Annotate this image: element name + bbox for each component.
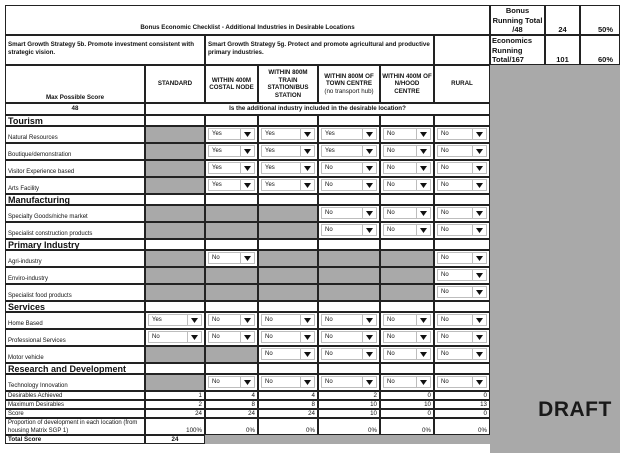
dropdown-arrow-icon[interactable] (300, 180, 314, 190)
yes-no-dropdown[interactable] (321, 376, 377, 388)
yes-no-dropdown[interactable] (208, 376, 255, 388)
dropdown-value: No (265, 317, 273, 323)
dropdown-value: Yes (265, 131, 275, 137)
disabled-cell (145, 374, 205, 391)
row-label: Motor vehicle (5, 346, 145, 363)
column-header-label: WITHIN 400M OF N/HOOD CENTRE (382, 72, 432, 95)
disabled-cell (318, 284, 380, 301)
yes-no-dropdown[interactable] (261, 331, 315, 343)
section-spacer-cell (434, 301, 490, 312)
row-label: Visitor Experience based (5, 160, 145, 177)
dropdown-value: Yes (212, 165, 222, 171)
disabled-cell (205, 222, 258, 239)
yes-no-dropdown[interactable] (383, 162, 431, 174)
row-label: Home Based (5, 312, 145, 329)
summary-value: 0 (380, 409, 434, 418)
dropdown-value: No (441, 289, 449, 295)
summary-value: 0% (258, 418, 318, 435)
bonus-pct: 50% (580, 5, 620, 35)
row-label: Natural Resources (5, 126, 145, 143)
dropdown-arrow-icon[interactable] (472, 146, 486, 156)
strategy-left: Smart Growth Strategy 5b. Promote investment consistent with strategic vision. (5, 35, 205, 65)
dropdown-value: No (212, 334, 220, 340)
section-spacer-cell (434, 115, 490, 126)
dropdown-arrow-icon[interactable] (362, 129, 376, 139)
section-spacer-cell (145, 239, 205, 250)
section-spacer-cell (258, 301, 318, 312)
dropdown-arrow-icon[interactable] (472, 315, 486, 325)
section-spacer-cell (380, 363, 434, 374)
dropdown-value: No (265, 334, 273, 340)
dropdown-arrow-icon[interactable] (240, 377, 254, 387)
dropdown-value: No (441, 317, 449, 323)
dropdown-arrow-icon[interactable] (416, 146, 430, 156)
yes-no-dropdown[interactable] (383, 207, 431, 219)
section-spacer-cell (434, 363, 490, 374)
dropdown-arrow-icon[interactable] (240, 146, 254, 156)
yes-no-dropdown[interactable] (437, 348, 487, 360)
dropdown-arrow-icon[interactable] (472, 377, 486, 387)
yes-no-dropdown[interactable] (321, 207, 377, 219)
summary-value: 24 (258, 409, 318, 418)
summary-value: 24 (145, 409, 205, 418)
draft-watermark: DRAFT (538, 398, 612, 421)
section-spacer-cell (434, 194, 490, 205)
yes-no-dropdown[interactable] (321, 224, 377, 236)
section-spacer-cell (205, 363, 258, 374)
summary-value: 100% (145, 418, 205, 435)
row-label: Specialist food products (5, 284, 145, 301)
section-spacer-cell (258, 363, 318, 374)
yes-no-dropdown[interactable] (261, 314, 315, 326)
dropdown-arrow-icon[interactable] (362, 332, 376, 342)
disabled-cell (380, 284, 434, 301)
dropdown-value: No (441, 351, 449, 357)
dropdown-value: No (325, 182, 333, 188)
dropdown-arrow-icon[interactable] (240, 315, 254, 325)
summary-value: 1 (145, 391, 205, 400)
dropdown-arrow-icon[interactable] (472, 287, 486, 297)
summary-value: 10 (318, 400, 380, 409)
economics-pct: 60% (580, 35, 620, 65)
dropdown-value: No (441, 210, 449, 216)
row-label: Agri-industry (5, 250, 145, 267)
section-header: Research and Development (5, 363, 145, 374)
dropdown-value: No (325, 227, 333, 233)
section-header: Services (5, 301, 145, 312)
yes-no-dropdown[interactable] (437, 269, 487, 281)
bonus-value: 24 (545, 5, 580, 35)
dropdown-value: Yes (212, 182, 222, 188)
section-header: Tourism (5, 115, 145, 126)
yes-no-dropdown[interactable] (437, 162, 487, 174)
yes-no-dropdown[interactable] (383, 145, 431, 157)
yes-no-dropdown[interactable] (321, 348, 377, 360)
summary-label: Proportion of development in each location (from housing Matrix SGP 1) (5, 418, 145, 435)
sheet-title: Bonus Economic Checklist - Additional Industries in Desirable Locations (140, 24, 355, 31)
row-label: Specialist construction products (5, 222, 145, 239)
dropdown-arrow-icon[interactable] (472, 253, 486, 263)
column-header-label: WITHIN 400M COSTAL NODE (209, 76, 254, 91)
row-label: Specialty Goods/niche market (5, 205, 145, 222)
yes-no-dropdown[interactable] (437, 179, 487, 191)
column-header-label: STANDARD (157, 80, 193, 88)
yes-no-dropdown[interactable] (148, 331, 202, 343)
summary-value: 0% (205, 418, 258, 435)
dropdown-value: Yes (152, 317, 162, 323)
dropdown-arrow-icon[interactable] (362, 163, 376, 173)
yes-no-dropdown[interactable] (208, 252, 255, 264)
dropdown-value: No (387, 182, 395, 188)
column-header-label: WITHIN 800M TRAIN STATION/BUS STATION (267, 69, 309, 99)
dropdown-arrow-icon[interactable] (300, 349, 314, 359)
summary-value: 0% (434, 418, 490, 435)
summary-value: 13 (434, 400, 490, 409)
yes-no-dropdown[interactable] (437, 224, 487, 236)
section-spacer-cell (145, 363, 205, 374)
dropdown-value: Yes (265, 148, 275, 154)
yes-no-dropdown[interactable] (261, 179, 315, 191)
summary-value: 24 (205, 409, 258, 418)
dropdown-value: No (441, 379, 449, 385)
yes-no-dropdown[interactable] (383, 376, 431, 388)
dropdown-arrow-icon[interactable] (472, 163, 486, 173)
disabled-cell (205, 267, 258, 284)
yes-no-dropdown[interactable] (321, 145, 377, 157)
dropdown-value: No (265, 379, 273, 385)
dropdown-value: No (387, 317, 395, 323)
summary-value: 0 (380, 391, 434, 400)
disabled-cell (145, 284, 205, 301)
disabled-cell (205, 346, 258, 363)
yes-no-dropdown[interactable] (208, 128, 255, 140)
section-spacer-cell (205, 115, 258, 126)
dropdown-arrow-icon[interactable] (472, 208, 486, 218)
dropdown-arrow-icon[interactable] (362, 146, 376, 156)
yes-no-dropdown[interactable] (208, 179, 255, 191)
dropdown-value: Yes (212, 148, 222, 154)
dropdown-arrow-icon[interactable] (472, 129, 486, 139)
dropdown-value: No (212, 379, 220, 385)
dropdown-arrow-icon[interactable] (240, 163, 254, 173)
section-spacer-cell (318, 239, 380, 250)
yes-no-dropdown[interactable] (437, 376, 487, 388)
disabled-cell (258, 284, 318, 301)
strategy-right: Smart Growth Strategy 5g. Protect and promote agricultural and productive primary industries. (205, 35, 434, 65)
dropdown-arrow-icon[interactable] (362, 349, 376, 359)
section-spacer-cell (318, 301, 380, 312)
yes-no-dropdown[interactable] (261, 128, 315, 140)
summary-label: Maximum Desirables (5, 400, 145, 409)
dropdown-value: No (387, 131, 395, 137)
section-spacer-cell (318, 363, 380, 374)
section-spacer-cell (318, 115, 380, 126)
section-spacer-cell (380, 239, 434, 250)
dropdown-arrow-icon[interactable] (472, 180, 486, 190)
disabled-cell (145, 222, 205, 239)
dropdown-value: Yes (265, 165, 275, 171)
dropdown-value: No (441, 165, 449, 171)
dropdown-value: No (387, 351, 395, 357)
dropdown-arrow-icon[interactable] (416, 349, 430, 359)
dropdown-value: No (441, 255, 449, 261)
dropdown-arrow-icon[interactable] (416, 129, 430, 139)
section-spacer-cell (380, 194, 434, 205)
dropdown-value: No (212, 317, 220, 323)
summary-value: 0% (318, 418, 380, 435)
dropdown-value: No (387, 165, 395, 171)
disabled-cell (205, 284, 258, 301)
dropdown-arrow-icon[interactable] (240, 332, 254, 342)
disabled-cell (258, 267, 318, 284)
total-score-filler (205, 435, 490, 444)
summary-value: 10 (380, 400, 434, 409)
disabled-cell (145, 177, 205, 194)
disabled-cell (258, 250, 318, 267)
disabled-cell (318, 267, 380, 284)
dropdown-value: Yes (325, 148, 335, 154)
section-header: Manufacturing (5, 194, 145, 205)
dropdown-arrow-icon[interactable] (300, 146, 314, 156)
yes-no-dropdown[interactable] (321, 179, 377, 191)
dropdown-value: Yes (265, 182, 275, 188)
dropdown-value: No (387, 210, 395, 216)
summary-label: Score (5, 409, 145, 418)
column-header (380, 65, 434, 103)
dropdown-value: No (325, 351, 333, 357)
yes-no-dropdown[interactable] (383, 224, 431, 236)
dropdown-value: No (387, 227, 395, 233)
max-score-label: Max Possible Score (5, 65, 145, 103)
dropdown-arrow-icon[interactable] (187, 332, 201, 342)
yes-no-dropdown[interactable] (437, 331, 487, 343)
section-spacer-cell (145, 115, 205, 126)
dropdown-arrow-icon[interactable] (300, 315, 314, 325)
summary-value: 2 (318, 391, 380, 400)
dropdown-value: No (212, 255, 220, 261)
economics-value: 101 (545, 35, 580, 65)
column-header (205, 65, 258, 103)
disabled-cell (145, 160, 205, 177)
summary-value: 4 (205, 391, 258, 400)
max-score-value: 48 (5, 103, 145, 115)
column-header (318, 65, 380, 103)
column-header (145, 65, 205, 103)
disabled-cell (380, 250, 434, 267)
dropdown-arrow-icon[interactable] (187, 315, 201, 325)
section-spacer-cell (434, 239, 490, 250)
dropdown-value: Yes (325, 131, 335, 137)
dropdown-arrow-icon[interactable] (240, 253, 254, 263)
dropdown-value: No (387, 334, 395, 340)
yes-no-dropdown[interactable] (261, 162, 315, 174)
dropdown-value: No (325, 334, 333, 340)
dropdown-arrow-icon[interactable] (300, 129, 314, 139)
total-score-label: Total Score (5, 435, 145, 444)
bonus-label: Bonus Running Total /48 (490, 5, 545, 35)
dropdown-value: No (441, 148, 449, 154)
dropdown-value: No (441, 131, 449, 137)
dropdown-value: No (441, 272, 449, 278)
disabled-cell (145, 143, 205, 160)
summary-value: 0 (434, 409, 490, 418)
dropdown-arrow-icon[interactable] (416, 377, 430, 387)
dropdown-arrow-icon[interactable] (362, 208, 376, 218)
dropdown-value: No (152, 334, 160, 340)
disabled-cell (258, 222, 318, 239)
section-spacer-cell (258, 115, 318, 126)
yes-no-dropdown[interactable] (261, 145, 315, 157)
yes-no-dropdown[interactable] (383, 331, 431, 343)
dropdown-arrow-icon[interactable] (362, 377, 376, 387)
yes-no-dropdown[interactable] (383, 128, 431, 140)
yes-no-dropdown[interactable] (208, 331, 255, 343)
dropdown-arrow-icon[interactable] (472, 332, 486, 342)
section-spacer-cell (145, 301, 205, 312)
section-header: Primary Industry (5, 239, 145, 250)
disabled-cell (258, 205, 318, 222)
yes-no-dropdown[interactable] (261, 376, 315, 388)
yes-no-dropdown[interactable] (437, 314, 487, 326)
dropdown-arrow-icon[interactable] (416, 332, 430, 342)
section-spacer-cell (205, 239, 258, 250)
dropdown-arrow-icon[interactable] (416, 225, 430, 235)
section-spacer-cell (318, 194, 380, 205)
dropdown-value: No (325, 210, 333, 216)
yes-no-dropdown[interactable] (321, 331, 377, 343)
summary-value: 0 (434, 391, 490, 400)
dropdown-arrow-icon[interactable] (362, 225, 376, 235)
yes-no-dropdown[interactable] (321, 162, 377, 174)
dropdown-value: No (325, 165, 333, 171)
section-spacer-cell (205, 301, 258, 312)
yes-no-dropdown[interactable] (208, 145, 255, 157)
dropdown-value: No (325, 379, 333, 385)
dropdown-arrow-icon[interactable] (300, 332, 314, 342)
disabled-cell (380, 267, 434, 284)
disabled-cell (145, 346, 205, 363)
section-spacer-cell (258, 194, 318, 205)
dropdown-arrow-icon[interactable] (416, 315, 430, 325)
yes-no-dropdown[interactable] (383, 314, 431, 326)
summary-value: 8 (258, 400, 318, 409)
yes-no-dropdown[interactable] (437, 207, 487, 219)
row-label: Technology Innovation (5, 374, 145, 391)
yes-no-dropdown[interactable] (261, 348, 315, 360)
section-spacer-cell (380, 301, 434, 312)
row-label: Boutique/demonstration (5, 143, 145, 160)
yes-no-dropdown[interactable] (437, 286, 487, 298)
dropdown-value: No (441, 182, 449, 188)
dropdown-value: No (441, 334, 449, 340)
disabled-cell (318, 250, 380, 267)
dropdown-arrow-icon[interactable] (472, 270, 486, 280)
disabled-cell (145, 126, 205, 143)
yes-no-dropdown[interactable] (321, 128, 377, 140)
section-spacer-cell (205, 194, 258, 205)
column-header-label: WITHIN 800M OF TOWN CENTRE (324, 72, 374, 88)
dropdown-arrow-icon[interactable] (240, 180, 254, 190)
yes-no-dropdown[interactable] (437, 252, 487, 264)
summary-value: 4 (258, 391, 318, 400)
dropdown-value: Yes (212, 131, 222, 137)
dropdown-value: No (441, 227, 449, 233)
dropdown-value: No (325, 317, 333, 323)
dropdown-value: No (387, 379, 395, 385)
summary-value: 2 (145, 400, 205, 409)
column-header-label: RURAL (451, 80, 473, 88)
dropdown-arrow-icon[interactable] (300, 163, 314, 173)
row-label: Professional Services (5, 329, 145, 346)
dropdown-arrow-icon[interactable] (240, 129, 254, 139)
summary-label: Desirables Achieved (5, 391, 145, 400)
yes-no-dropdown[interactable] (148, 314, 202, 326)
dropdown-arrow-icon[interactable] (416, 180, 430, 190)
column-header (434, 65, 490, 103)
yes-no-dropdown[interactable] (437, 145, 487, 157)
section-spacer-cell (258, 239, 318, 250)
dropdown-arrow-icon[interactable] (416, 208, 430, 218)
column-subnote: (no transport hub) (324, 87, 374, 95)
yes-no-dropdown[interactable] (383, 348, 431, 360)
dropdown-arrow-icon[interactable] (362, 180, 376, 190)
disabled-cell (205, 205, 258, 222)
summary-value: 0% (380, 418, 434, 435)
strategy-blank (434, 35, 490, 65)
section-spacer-cell (380, 115, 434, 126)
dropdown-arrow-icon[interactable] (472, 225, 486, 235)
dropdown-value: No (265, 351, 273, 357)
yes-no-dropdown[interactable] (208, 162, 255, 174)
dropdown-arrow-icon[interactable] (416, 163, 430, 173)
economics-label: Economics Running Total/167 (490, 35, 545, 65)
yes-no-dropdown[interactable] (208, 314, 255, 326)
question-text: Is the additional industry included in the desirable location? (145, 103, 490, 115)
disabled-cell (145, 267, 205, 284)
disabled-cell (145, 250, 205, 267)
summary-value: 10 (318, 409, 380, 418)
yes-no-dropdown[interactable] (437, 128, 487, 140)
yes-no-dropdown[interactable] (383, 179, 431, 191)
row-label: Arts Facility (5, 177, 145, 194)
row-label: Enviro-industry (5, 267, 145, 284)
dropdown-arrow-icon[interactable] (362, 315, 376, 325)
dropdown-arrow-icon[interactable] (300, 377, 314, 387)
dropdown-arrow-icon[interactable] (472, 349, 486, 359)
section-spacer-cell (145, 194, 205, 205)
disabled-cell (145, 205, 205, 222)
column-header (258, 65, 318, 103)
dropdown-value: No (387, 148, 395, 154)
total-score-value: 24 (145, 435, 205, 444)
summary-value: 8 (205, 400, 258, 409)
yes-no-dropdown[interactable] (321, 314, 377, 326)
